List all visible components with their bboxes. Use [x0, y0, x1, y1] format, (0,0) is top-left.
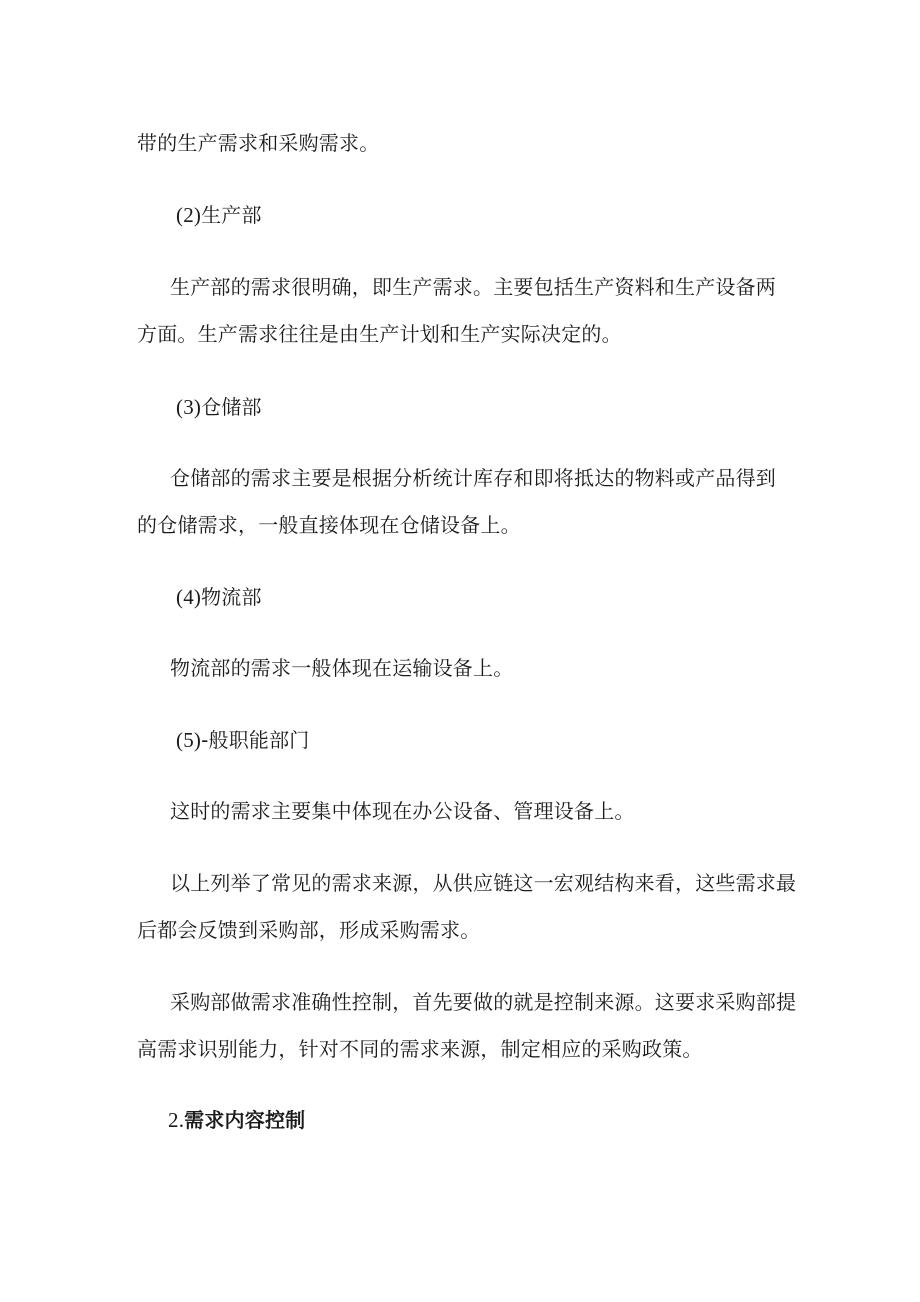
paragraph-warehouse-line-2: 的仓储需求，一般直接体现在仓储设备上。: [137, 513, 521, 537]
paragraph-logistics: 物流部的需求一般体现在运输设备上。: [170, 656, 514, 680]
section-title: 需求内容控制: [184, 1108, 306, 1132]
section-number: 2.: [168, 1108, 185, 1132]
subsection-heading-production: [176, 203, 262, 227]
subsection-heading-general: [176, 728, 310, 752]
subsection-heading-logistics: [176, 585, 262, 609]
subsection-number: (3): [176, 395, 202, 419]
subsection-title: 生产部: [201, 203, 262, 227]
paragraph-general: 这时的需求主要集中体现在办公设备、管理设备上。: [170, 799, 635, 823]
subsection-number: (4): [176, 585, 202, 609]
subsection-number: (5): [176, 728, 202, 752]
section-heading-demand-content-control: [168, 1108, 305, 1132]
paragraph-production-line-2: 方面。生产需求往往是由生产计划和生产实际决定的。: [137, 322, 622, 346]
paragraph-warehouse-line-1: 仓储部的需求主要是根据分析统计库存和即将抵达的物料或产品得到: [170, 466, 776, 490]
paragraph-control-line-2: 高需求识别能力，针对不同的需求来源，制定相应的采购政策。: [137, 1037, 703, 1061]
paragraph-production-line-1: 生产部的需求很明确，即生产需求。主要包括生产资料和生产设备两: [170, 275, 776, 299]
paragraph-summary-line-1: 以上列举了常见的需求来源，从供应链这一宏观结构来看，这些需求最: [170, 871, 797, 895]
subsection-number: (2): [176, 203, 202, 227]
subsection-title: -般职能部门: [201, 728, 310, 752]
paragraph-continuation: 带的生产需求和采购需求。: [137, 131, 380, 155]
paragraph-summary-line-2: 后都会反馈到采购部，形成采购需求。: [137, 918, 481, 942]
subsection-title: 仓储部: [201, 395, 262, 419]
paragraph-control-line-1: 采购部做需求准确性控制，首先要做的就是控制来源。这要求采购部提: [170, 990, 797, 1014]
subsection-heading-warehouse: [176, 395, 262, 419]
subsection-title: 物流部: [201, 585, 262, 609]
